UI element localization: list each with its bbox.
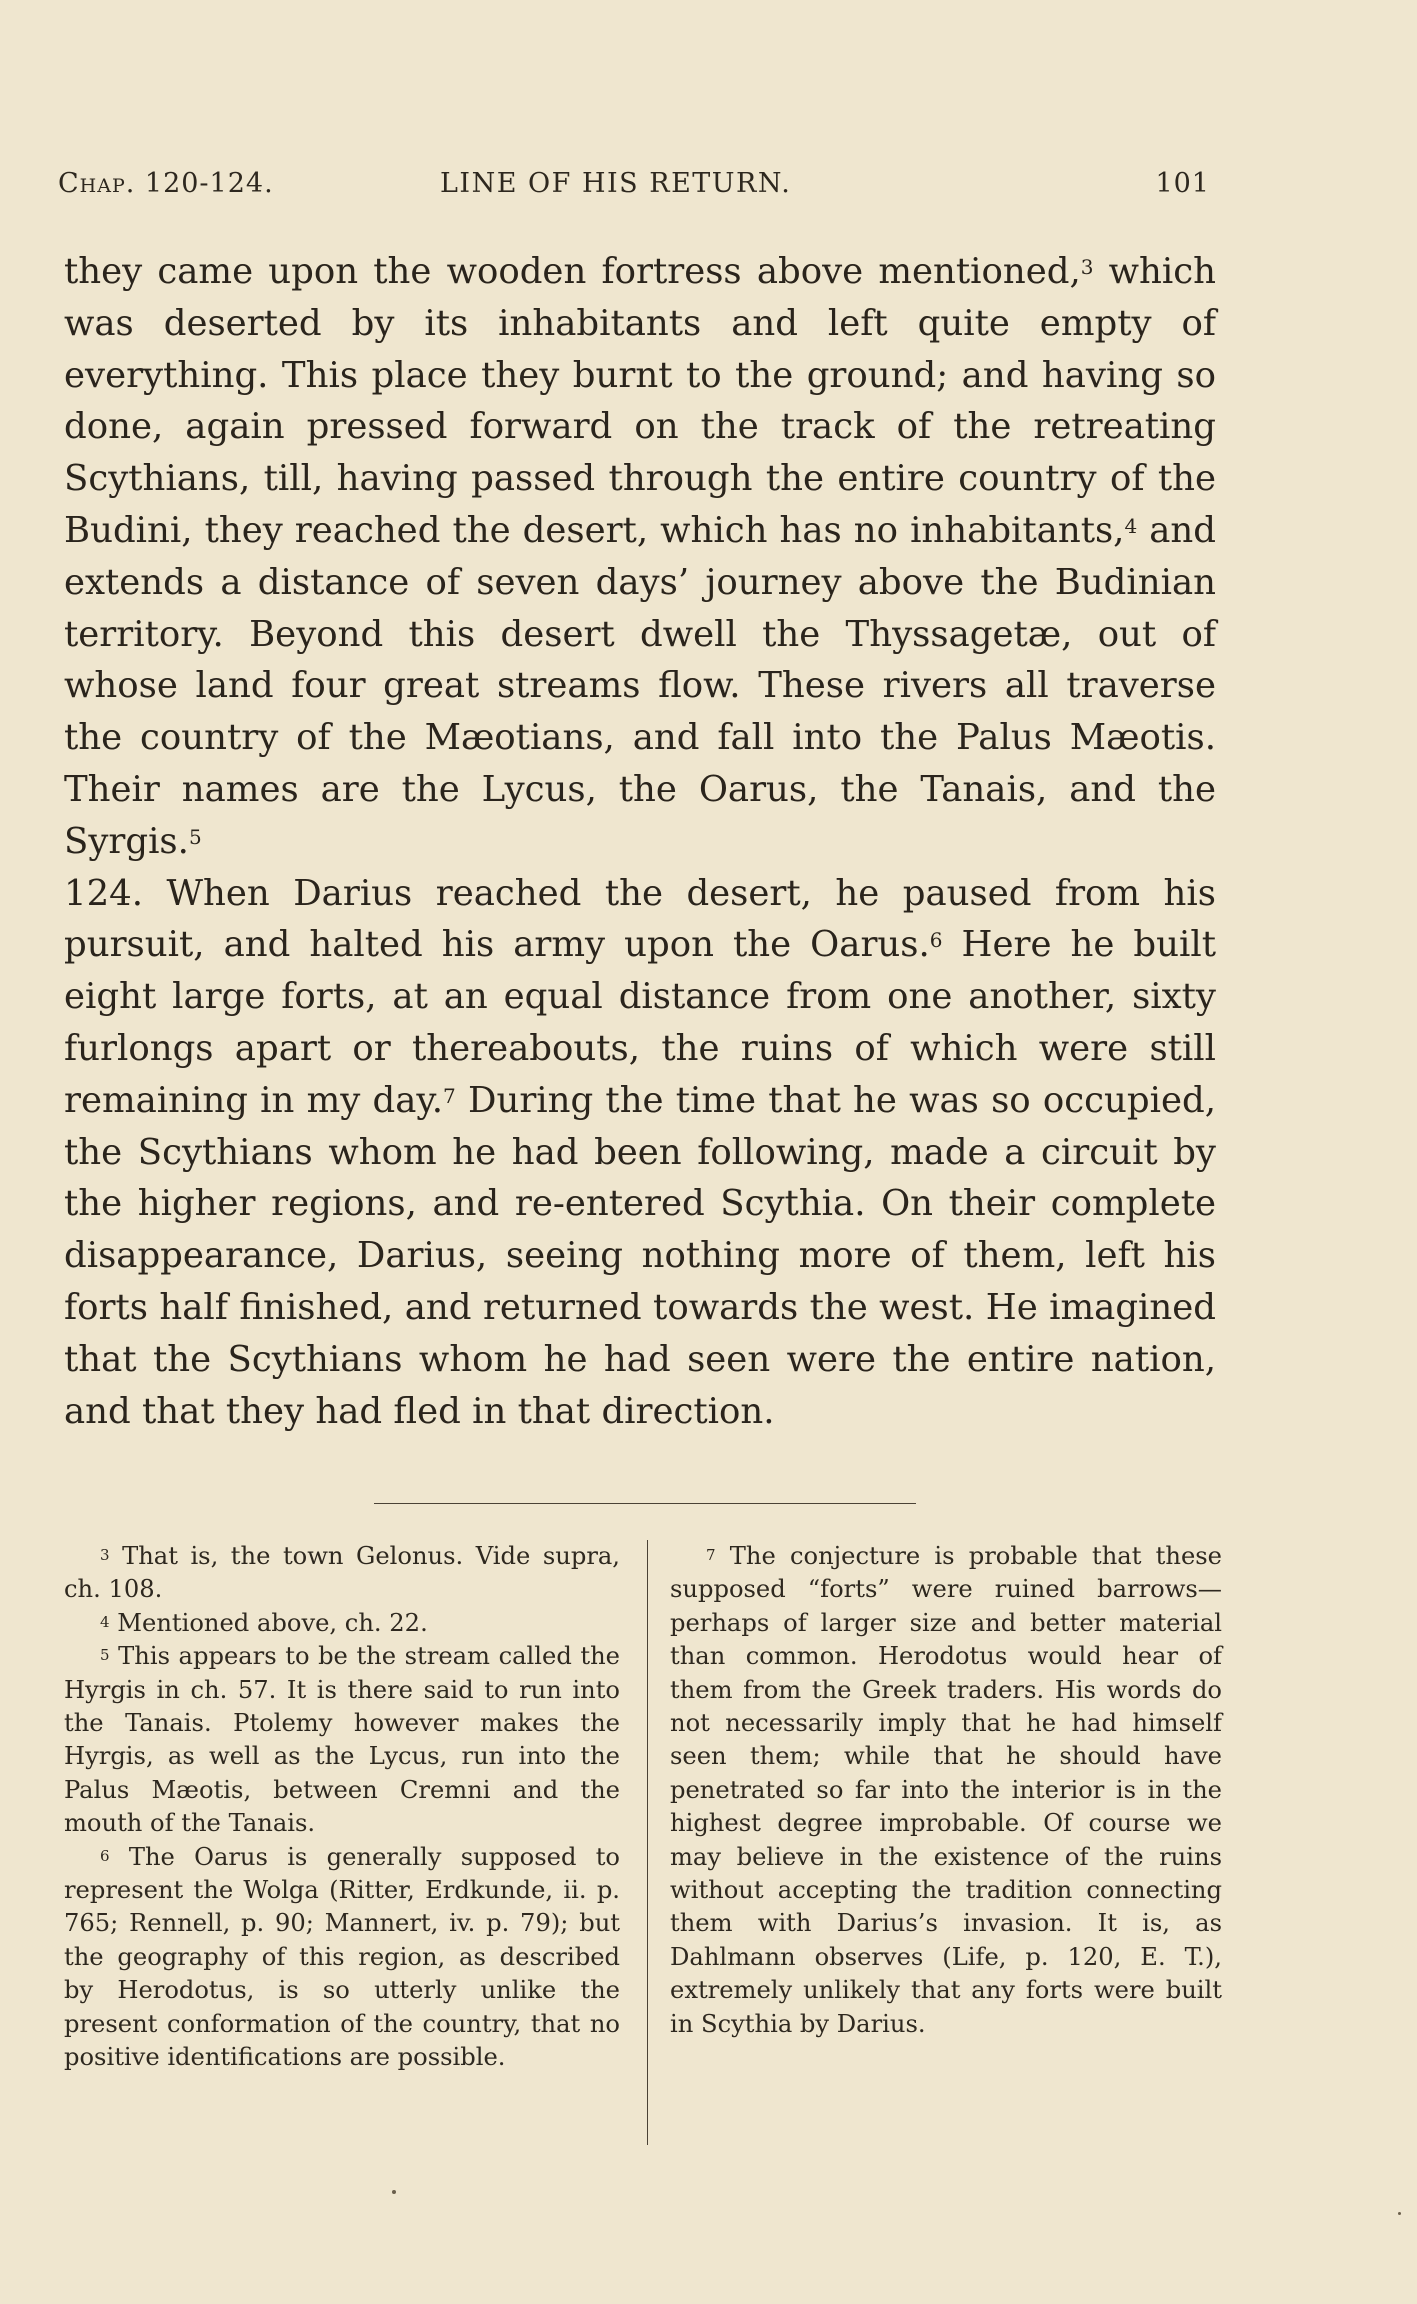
footnote-3-text: That is, the town Gelonus. Vide supra, ch. 108. — [64, 1542, 620, 1604]
paragraph-1-part-b: which was deserted by its inhabitants and left quite empty of everything. This place they burnt to the ground; and having so done, again pressed forward on the track of the retreating Scythians, till, having passed through the entire country of the Budini, they reached the desert, which has no inhabitants, — [64, 251, 1216, 551]
footnote-mark-6: 6 — [100, 1846, 110, 1865]
paragraph-2-part-b: Here he built eight large forts, at an equal distance from one another, sixty furlongs apart or thereabouts, the ruins of which were still remaining in my day. — [64, 924, 1216, 1121]
page-number: 101 — [1155, 168, 1210, 199]
footnote-ref-5: 5 — [188, 824, 202, 849]
page-title: LINE OF HIS RETURN. — [440, 168, 792, 199]
footnote-4 — [64, 1607, 620, 1640]
footnote-6 — [64, 1841, 620, 2075]
paragraph-1 — [64, 246, 1216, 868]
footnote-5 — [64, 1640, 620, 1840]
footnote-ref-4: 4 — [1124, 513, 1138, 538]
footnote-ref-3: 3 — [1080, 255, 1094, 279]
column-divider — [647, 1540, 648, 2145]
main-text — [64, 246, 1216, 1437]
paragraph-2 — [64, 868, 1216, 1438]
footnotes-right-column — [670, 1540, 1222, 2041]
chapter-reference: Chap. 120-124. — [58, 168, 274, 199]
footnotes-left-column — [64, 1540, 620, 2075]
footnote-4-text: Mentioned above, ch. 22. — [109, 1608, 428, 1637]
paper-speck — [392, 2190, 396, 2194]
footnote-separator-rule — [374, 1503, 916, 1504]
footnote-7 — [670, 1540, 1222, 2041]
footnote-6-text: The Oarus is generally supposed to represent the Wolga (Ritter, Erdkunde, ii. p. 765; Rennell, p. 90; Mannert, iv. p. 79); but the geography of this region, as described by Herodotus, is so utterly unlike the present conformation of the country, that no positive identifications are possible. — [64, 1842, 620, 2072]
footnote-mark-3: 3 — [100, 1546, 110, 1564]
footnote-mark-7: 7 — [706, 1546, 716, 1564]
paragraph-2-part-c: During the time that he was so occupied, the Scythians whom he had been following, made a circuit by the higher regions, and re-entered Scythia. On their complete disappearance, Darius, seeing nothing more of them, left his forts half finished, and returned towards the west. He imagined that the Scythians whom he had seen were the entire nation, and that they had fled in that direction. — [64, 1079, 1216, 1432]
paragraph-1-part-c: and extends a distance of seven days’ journey above the Budinian territory. Beyond this desert dwell the Thyssagetæ, out of whose land four great streams flow. These rivers all traverse the country of the Mæotians, and fall into the Palus Mæotis. Their names are the Lycus, the Oarus, the Tanais, and the Syrgis. — [64, 509, 1216, 862]
paper-speck — [1398, 2212, 1401, 2215]
paragraph-2-part-a: 124. When Darius reached the desert, he paused from his pursuit, and halted his army upon the Oarus. — [64, 872, 1216, 966]
footnote-7-text: The conjecture is probable that these supposed “forts” were ruined barrows—perhaps of larger size and better material than common. Herodotus would hear of them from the Greek traders. His words do not necessarily imply that he had himself seen them; while that he should have penetrated so far into the interior is in the highest degree improbable. Of course we may believe in the existence of the ruins without accepting the tradition connecting them with Darius’s invasion. It is, as Dahlmann observes (Life, p. 120, E. T.), extremely unlikely that any forts were built in Scythia by Darius. — [670, 1542, 1222, 2038]
running-head — [58, 168, 1210, 208]
paragraph-1-part-a: they came upon the wooden fortress above mentioned, — [64, 251, 1081, 292]
footnote-mark-5: 5 — [100, 1646, 110, 1665]
footnotes — [64, 1540, 1222, 2170]
footnote-5-text: This appears to be the stream called the Hyrgis in ch. 57. It is there said to run into the Tanais. Ptolemy however makes the Hyrgis, as well as the Lycus, run into the Palus Mæotis, between Cremni and the mouth of the Tanais. — [64, 1642, 620, 1838]
footnote-ref-7: 7 — [443, 1083, 456, 1108]
footnote-3 — [64, 1540, 620, 1607]
footnote-mark-4: 4 — [100, 1612, 110, 1631]
footnote-ref-6: 6 — [929, 928, 943, 953]
